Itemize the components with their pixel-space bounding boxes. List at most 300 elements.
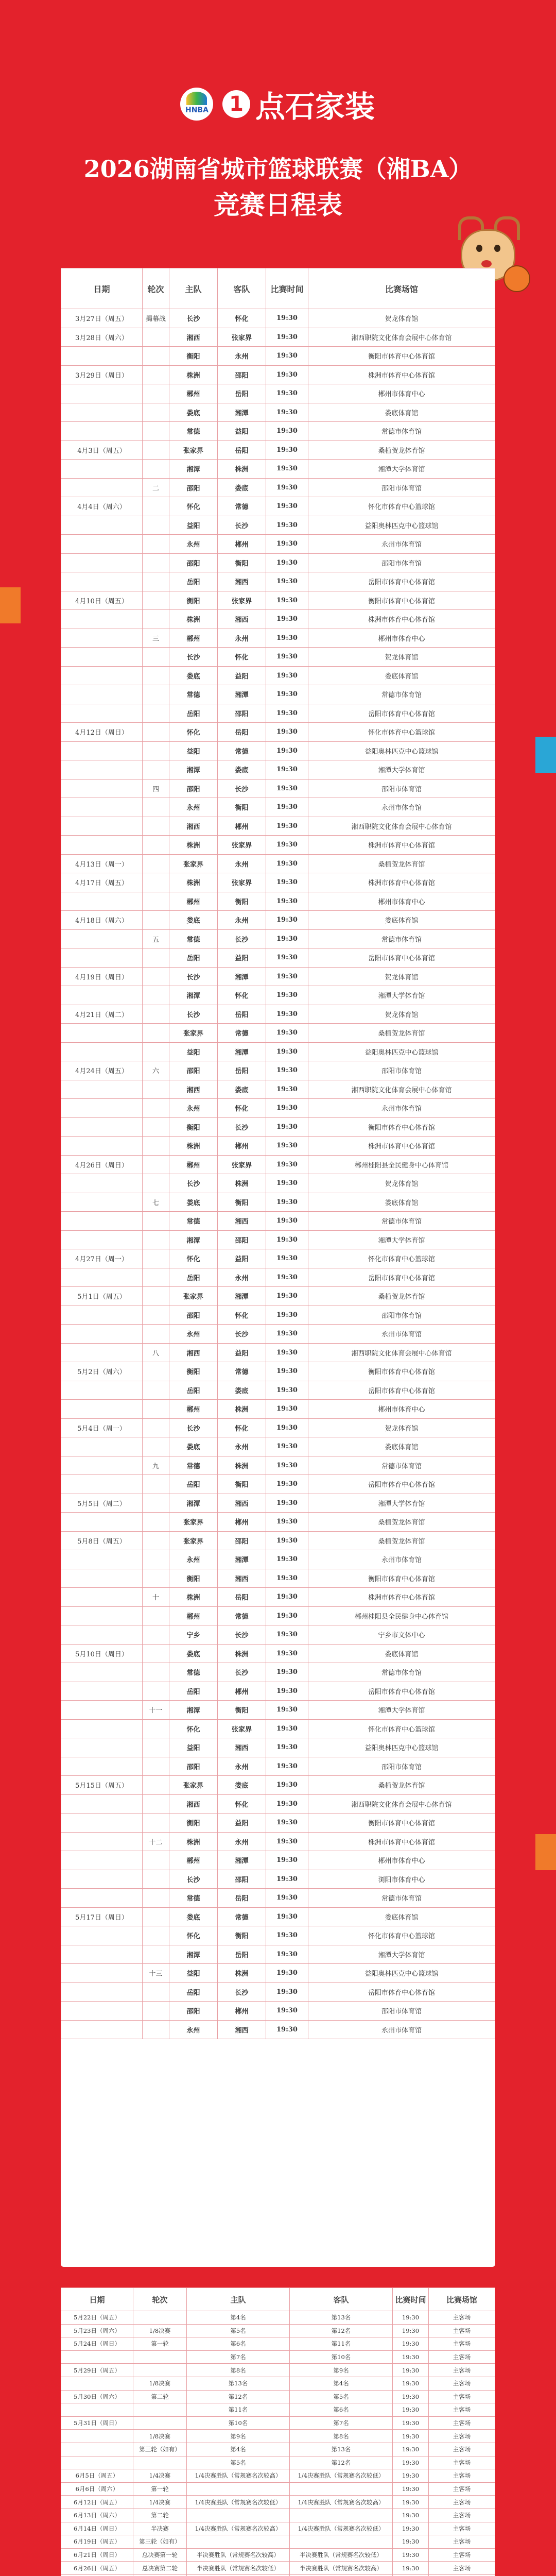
round-cell: 第三轮（如有）: [133, 2443, 187, 2456]
date-cell: [61, 1701, 143, 1720]
home-team-cell: 张家界: [169, 1287, 218, 1306]
time-cell: 19:30: [266, 1964, 308, 1983]
time-cell: 19:30: [393, 2443, 429, 2456]
time-cell: 19:30: [266, 1268, 308, 1287]
table-row: [61, 1851, 495, 1870]
time-cell: 19:30: [266, 1005, 308, 1024]
away-team-cell: 郴州: [218, 817, 266, 836]
venue-cell: 常德市体育馆: [308, 1663, 495, 1682]
round-cell: [143, 1513, 169, 1532]
away-team-cell: 益阳: [218, 1814, 266, 1833]
round-cell: 1/8决赛: [133, 2377, 187, 2390]
home-team-cell: 衡阳: [169, 347, 218, 366]
venue-cell: 常德市体育馆: [308, 1212, 495, 1231]
time-cell: 19:30: [266, 497, 308, 516]
date-cell: [61, 1437, 143, 1456]
table-row: [61, 836, 495, 855]
venue-cell: 郴州桂阳县全民健身中心体育馆: [308, 1155, 495, 1174]
away-team-cell: 长沙: [218, 1325, 266, 1344]
date-cell: 5月17日（周日）: [61, 1907, 143, 1926]
home-team-cell: 湘西: [169, 817, 218, 836]
table-row: [61, 347, 495, 366]
table-row: [61, 2548, 495, 2562]
away-team-cell: 岳阳: [218, 1945, 266, 1964]
table-row: [61, 1400, 495, 1419]
table-row: [61, 1719, 495, 1738]
venue-cell: 岳阳市体育中心体育馆: [308, 1268, 495, 1287]
brand-text: 点石家装: [255, 89, 375, 124]
venue-cell: 怀化市体育中心篮球馆: [308, 1926, 495, 1945]
venue-cell: 主客场: [429, 2350, 495, 2364]
away-team-cell: 湘西: [218, 572, 266, 591]
round-cell: [143, 553, 169, 572]
time-cell: 19:30: [393, 2377, 429, 2390]
venue-cell: 湘西职院文化体育会展中心体育馆: [308, 1794, 495, 1814]
time-cell: 19:30: [266, 440, 308, 460]
venue-cell: 衡阳市体育中心体育馆: [308, 347, 495, 366]
home-team-cell: 第9名: [187, 2430, 290, 2443]
table-row: [61, 440, 495, 460]
away-team-cell: 岳阳: [218, 1005, 266, 1024]
round-cell: [143, 1738, 169, 1757]
time-cell: 19:30: [266, 1889, 308, 1908]
table-row: [61, 1155, 495, 1174]
date-cell: [61, 1024, 143, 1043]
date-cell: [61, 478, 143, 497]
date-cell: [61, 347, 143, 366]
column-header: 客队: [290, 2288, 393, 2311]
home-team-cell: 株洲: [169, 836, 218, 855]
away-team-cell: 常德: [218, 741, 266, 760]
date-cell: [61, 1606, 143, 1625]
playoff-table: [61, 2287, 495, 2576]
table-row: [61, 384, 495, 403]
table-row: [61, 1268, 495, 1287]
time-cell: 19:30: [266, 1776, 308, 1795]
away-team-cell: 常德: [218, 1606, 266, 1625]
round-cell: [143, 1982, 169, 2002]
home-team-cell: 第11名: [187, 2403, 290, 2417]
time-cell: 19:30: [393, 2337, 429, 2351]
away-team-cell: 半决赛胜队（常规赛名次较低）: [290, 2548, 393, 2562]
time-cell: 19:30: [266, 478, 308, 497]
venue-cell: 娄底体育馆: [308, 1907, 495, 1926]
venue-cell: 主客场: [429, 2403, 495, 2417]
round-cell: [143, 836, 169, 855]
home-team-cell: 湘潭: [169, 1230, 218, 1249]
round-cell: [143, 1155, 169, 1174]
table-row: [61, 2482, 495, 2496]
away-team-cell: 长沙: [218, 1663, 266, 1682]
time-cell: 19:30: [393, 2416, 429, 2430]
away-team-cell: 张家界: [218, 873, 266, 892]
venue-cell: 桑植贺龙体育馆: [308, 854, 495, 873]
away-team-cell: 湘潭: [218, 685, 266, 704]
round-cell: [143, 2020, 169, 2039]
home-team-cell: 怀化: [169, 723, 218, 742]
date-cell: [61, 1832, 143, 1851]
venue-cell: 桑植贺龙体育馆: [308, 1024, 495, 1043]
time-cell: 19:30: [266, 403, 308, 422]
table-row: [61, 497, 495, 516]
home-team-cell: 第13名: [187, 2377, 290, 2390]
home-team-cell: 娄底: [169, 911, 218, 930]
venue-cell: 湘潭大学体育馆: [308, 1230, 495, 1249]
date-cell: 6月21日（周日）: [61, 2548, 133, 2562]
venue-cell: 常德市体育馆: [308, 685, 495, 704]
date-cell: 5月30日（周六）: [61, 2390, 133, 2403]
venue-cell: 岳阳市体育中心体育馆: [308, 704, 495, 723]
round-cell: [143, 422, 169, 441]
round-cell: 七: [143, 1193, 169, 1212]
date-cell: [61, 2377, 133, 2390]
table-row: [61, 591, 495, 610]
time-cell: 19:30: [266, 1738, 308, 1757]
home-team-cell: 益阳: [169, 1042, 218, 1061]
venue-cell: 郴州市体育中心: [308, 384, 495, 403]
venue-cell: 娄底体育馆: [308, 911, 495, 930]
venue-cell: 主客场: [429, 2496, 495, 2509]
away-team-cell: 株洲: [218, 460, 266, 479]
home-team-cell: 岳阳: [169, 1381, 218, 1400]
away-team-cell: 长沙: [218, 1625, 266, 1645]
venue-cell: 益阳奥林匹克中心篮球馆: [308, 516, 495, 535]
time-cell: 19:30: [266, 779, 308, 798]
venue-cell: 郴州桂阳县全民健身中心体育馆: [308, 1606, 495, 1625]
venue-cell: 娄底体育馆: [308, 403, 495, 422]
table-row: [61, 2350, 495, 2364]
table-row: [61, 1193, 495, 1212]
round-cell: [143, 1117, 169, 1137]
venue-cell: 衡阳市体育中心体育馆: [308, 1117, 495, 1137]
table-row: [61, 1137, 495, 1156]
home-team-cell: 湘潭: [169, 986, 218, 1005]
time-cell: 19:30: [266, 2020, 308, 2039]
home-team-cell: 株洲: [169, 1832, 218, 1851]
date-cell: 6月26日（周五）: [61, 2562, 133, 2575]
away-team-cell: 湘西: [218, 1494, 266, 1513]
venue-cell: 益阳奥林匹克中心篮球馆: [308, 1964, 495, 1983]
date-cell: 6月13日（周六）: [61, 2509, 133, 2522]
time-cell: 19:30: [266, 309, 308, 328]
column-header: 主队: [187, 2288, 290, 2311]
home-team-cell: 永州: [169, 1099, 218, 1118]
time-cell: 19:30: [266, 1814, 308, 1833]
round-cell: 揭幕战: [143, 309, 169, 328]
venue-cell: 岳阳市体育中心体育馆: [308, 1682, 495, 1701]
round-cell: [143, 1719, 169, 1738]
round-cell: [143, 1437, 169, 1456]
round-cell: [143, 1005, 169, 1024]
time-cell: 19:30: [266, 1080, 308, 1099]
date-cell: [61, 1945, 143, 1964]
date-cell: [61, 741, 143, 760]
table-row: [61, 1212, 495, 1231]
time-cell: 19:30: [393, 2456, 429, 2469]
away-team-cell: 第8名: [290, 2430, 393, 2443]
table-row: [61, 723, 495, 742]
date-cell: [61, 2443, 133, 2456]
date-cell: 4月13日（周一）: [61, 854, 143, 873]
home-team-cell: 郴州: [169, 892, 218, 911]
away-team-cell: 张家界: [218, 836, 266, 855]
time-cell: 19:30: [266, 1287, 308, 1306]
away-team-cell: 怀化: [218, 1418, 266, 1437]
home-team-cell: 郴州: [169, 1155, 218, 1174]
round-cell: 第一轮: [133, 2337, 187, 2351]
away-team-cell: 娄底: [218, 760, 266, 779]
away-team-cell: 第11名: [290, 2337, 393, 2351]
time-cell: 19:30: [393, 2390, 429, 2403]
time-cell: 19:30: [266, 1400, 308, 1419]
time-cell: 19:30: [266, 1117, 308, 1137]
date-cell: [61, 1513, 143, 1532]
date-cell: 5月29日（周五）: [61, 2364, 133, 2377]
venue-cell: 桑植贺龙体育馆: [308, 1287, 495, 1306]
round-cell: [143, 1287, 169, 1306]
round-cell: [143, 1531, 169, 1550]
round-cell: [143, 591, 169, 610]
away-team-cell: 株洲: [218, 1644, 266, 1663]
home-team-cell: 邵阳: [169, 478, 218, 497]
schedule-card-playoffs: [61, 2287, 495, 2576]
time-cell: 19:30: [266, 1945, 308, 1964]
table-row: [61, 1117, 495, 1137]
round-cell: [143, 1212, 169, 1231]
time-cell: 19:30: [266, 685, 308, 704]
date-cell: [61, 1550, 143, 1569]
home-team-cell: 衡阳: [169, 1569, 218, 1588]
time-cell: 19:30: [266, 610, 308, 629]
table-row: [61, 1945, 495, 1964]
home-team-cell: 常德: [169, 685, 218, 704]
regular-season-table: [61, 268, 495, 2039]
table-row: [61, 1287, 495, 1306]
table-row: [61, 1325, 495, 1344]
home-team-cell: 长沙: [169, 1418, 218, 1437]
venue-cell: 主客场: [429, 2469, 495, 2483]
round-cell: [133, 2364, 187, 2377]
round-cell: 五: [143, 929, 169, 948]
venue-cell: 株洲市体育中心体育馆: [308, 365, 495, 384]
time-cell: 19:30: [266, 2002, 308, 2021]
hnba-logo-icon: HNBA: [180, 88, 213, 121]
away-team-cell: 娄底: [218, 1776, 266, 1795]
date-cell: [61, 535, 143, 554]
round-cell: [143, 1268, 169, 1287]
table-row: [61, 2430, 495, 2443]
round-cell: [143, 1230, 169, 1249]
table-row: [61, 779, 495, 798]
date-cell: [61, 2350, 133, 2364]
table-row: [61, 1644, 495, 1663]
column-header: 日期: [61, 268, 143, 309]
away-team-cell: [290, 2482, 393, 2496]
venue-cell: 湘西职院文化体育会展中心体育馆: [308, 1080, 495, 1099]
time-cell: 19:30: [266, 422, 308, 441]
time-cell: 19:30: [266, 553, 308, 572]
brand-name: [222, 82, 375, 126]
home-team-cell: 衡阳: [169, 1814, 218, 1833]
date-cell: [61, 2002, 143, 2021]
away-team-cell: 湘西: [218, 1738, 266, 1757]
away-team-cell: 湘潭: [218, 967, 266, 986]
table-row: [61, 1738, 495, 1757]
venue-cell: 贺龙体育馆: [308, 967, 495, 986]
venue-cell: 主客场: [429, 2377, 495, 2390]
venue-cell: 益阳奥林匹克中心篮球馆: [308, 741, 495, 760]
home-team-cell: 张家界: [169, 1531, 218, 1550]
away-team-cell: 湘西: [218, 610, 266, 629]
date-cell: [61, 948, 143, 968]
venue-cell: 永州市体育馆: [308, 798, 495, 817]
time-cell: 19:30: [266, 1343, 308, 1362]
time-cell: 19:30: [266, 1550, 308, 1569]
table-row: [61, 1475, 495, 1494]
venue-cell: 永州市体育馆: [308, 1325, 495, 1344]
time-cell: 19:30: [266, 1832, 308, 1851]
table-row: [61, 1418, 495, 1437]
home-team-cell: 娄底: [169, 666, 218, 685]
round-cell: [143, 1080, 169, 1099]
time-cell: 19:30: [266, 1325, 308, 1344]
date-cell: [61, 1306, 143, 1325]
home-team-cell: 第4名: [187, 2443, 290, 2456]
time-cell: 19:30: [266, 798, 308, 817]
venue-cell: 益阳奥林匹克中心篮球馆: [308, 1042, 495, 1061]
table-row: [61, 1437, 495, 1456]
table-row: [61, 1230, 495, 1249]
venue-cell: 主客场: [429, 2337, 495, 2351]
venue-cell: 怀化市体育中心篮球馆: [308, 723, 495, 742]
table-row: [61, 648, 495, 667]
away-team-cell: 邵阳: [218, 1870, 266, 1889]
date-cell: [61, 1475, 143, 1494]
date-cell: 3月29日（周日）: [61, 365, 143, 384]
home-team-cell: 张家界: [169, 854, 218, 873]
table-row: [61, 2522, 495, 2535]
table-row: [61, 1306, 495, 1325]
home-team-cell: 岳阳: [169, 1475, 218, 1494]
round-cell: [143, 1550, 169, 1569]
away-team-cell: 第10名: [290, 2350, 393, 2364]
home-team-cell: 株洲: [169, 365, 218, 384]
venue-cell: 主客场: [429, 2390, 495, 2403]
time-cell: 19:30: [393, 2482, 429, 2496]
table-row: [61, 1757, 495, 1776]
home-team-cell: 1/4决赛胜队（常规赛名次较低）: [187, 2496, 290, 2509]
table-row: [61, 2377, 495, 2390]
away-team-cell: 湘西: [218, 2020, 266, 2039]
round-cell: 1/4决赛: [133, 2469, 187, 2483]
round-cell: [143, 347, 169, 366]
home-team-cell: 常德: [169, 1889, 218, 1908]
round-cell: [143, 1907, 169, 1926]
round-cell: [143, 741, 169, 760]
away-team-cell: 邵阳: [218, 704, 266, 723]
round-cell: [143, 1794, 169, 1814]
table-row: [61, 629, 495, 648]
time-cell: 19:30: [266, 1606, 308, 1625]
round-cell: [133, 2311, 187, 2325]
home-team-cell: 岳阳: [169, 704, 218, 723]
logo: [180, 82, 375, 126]
table-row: [61, 309, 495, 328]
venue-cell: 主客场: [429, 2324, 495, 2337]
table-row: [61, 2324, 495, 2337]
away-team-cell: 半决赛胜队（常规赛名次较高）: [290, 2562, 393, 2575]
table-row: [61, 1531, 495, 1550]
table-row: [61, 1343, 495, 1362]
table-row: [61, 1870, 495, 1889]
away-team-cell: 衡阳: [218, 553, 266, 572]
round-cell: [143, 1400, 169, 1419]
away-team-cell: 第4名: [290, 2377, 393, 2390]
table-row: [61, 1814, 495, 1833]
table-row: [61, 1061, 495, 1080]
home-team-cell: 1/4决赛胜队（常规赛名次较高）: [187, 2469, 290, 2483]
away-team-cell: 岳阳: [218, 1588, 266, 1607]
time-cell: 19:30: [266, 347, 308, 366]
time-cell: 19:30: [266, 328, 308, 347]
away-team-cell: 长沙: [218, 1117, 266, 1137]
away-team-cell: 湘潭: [218, 1550, 266, 1569]
table-row: [61, 741, 495, 760]
table-row: [61, 422, 495, 441]
time-cell: 19:30: [266, 1644, 308, 1663]
home-team-cell: 湘西: [169, 328, 218, 347]
venue-cell: 邵阳市体育馆: [308, 1757, 495, 1776]
away-team-cell: 衡阳: [218, 1193, 266, 1212]
home-team-cell: 岳阳: [169, 948, 218, 968]
round-cell: [143, 328, 169, 347]
away-team-cell: 第5名: [290, 2390, 393, 2403]
table-row: [61, 817, 495, 836]
round-cell: [143, 723, 169, 742]
time-cell: 19:30: [266, 1155, 308, 1174]
date-cell: [61, 1851, 143, 1870]
venue-cell: 衡阳市体育中心体育馆: [308, 1362, 495, 1381]
away-team-cell: 1/4决赛胜队（常规赛名次较低）: [290, 2469, 393, 2483]
venue-cell: 岳阳市体育中心体育馆: [308, 1381, 495, 1400]
time-cell: 19:30: [266, 836, 308, 855]
home-team-cell: 郴州: [169, 1606, 218, 1625]
round-cell: 二: [143, 478, 169, 497]
venue-cell: 主客场: [429, 2535, 495, 2549]
time-cell: 19:30: [393, 2535, 429, 2549]
round-cell: [143, 1418, 169, 1437]
table-row: [61, 1005, 495, 1024]
home-team-cell: [187, 2535, 290, 2549]
away-team-cell: 常德: [218, 497, 266, 516]
venue-cell: 常德市体育馆: [308, 422, 495, 441]
table-row: [61, 873, 495, 892]
away-team-cell: [290, 2535, 393, 2549]
venue-cell: 岳阳市体育中心体育馆: [308, 948, 495, 968]
date-cell: [61, 1964, 143, 1983]
round-cell: [143, 948, 169, 968]
round-cell: 第三轮（如有）: [133, 2535, 187, 2549]
round-cell: 1/8决赛: [133, 2324, 187, 2337]
venue-cell: 衡阳市体育中心体育馆: [308, 591, 495, 610]
round-cell: [143, 1663, 169, 1682]
home-team-cell: 永州: [169, 798, 218, 817]
table-row: [61, 2020, 495, 2039]
time-cell: 19:30: [393, 2548, 429, 2562]
round-cell: [143, 967, 169, 986]
date-cell: [61, 384, 143, 403]
round-cell: [143, 535, 169, 554]
